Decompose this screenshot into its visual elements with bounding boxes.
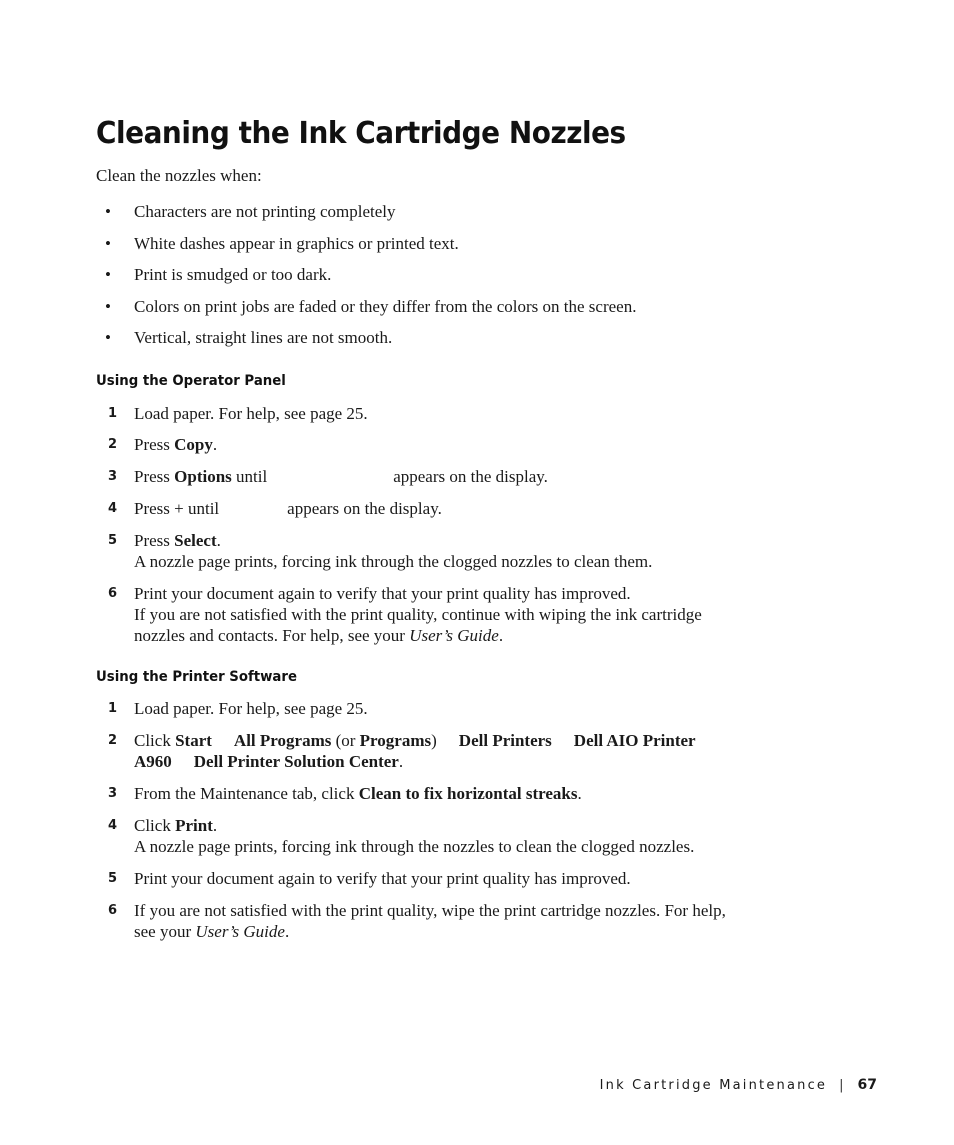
step-number: 3 [108,469,118,484]
print-label: Print [175,816,213,835]
select-label: Select [174,531,217,550]
solution-center-label: Dell Printer Solution Center [193,752,399,771]
page-footer [600,1076,877,1095]
step-item: 6 If you are not satisfied with the print quality, wipe the print cartridge nozzles. For help, see your User’s Guide. [108,901,726,941]
page-number: 67 [857,1077,877,1093]
list-item: • White dashes appear in graphics or printed text. [105,233,459,253]
copy-label: Copy [174,435,213,454]
step-item: 2 Press Copy. [108,435,218,454]
bullet-icon: • [105,202,111,221]
step-item: 4 Click Print. A nozzle page prints, forcing ink through the nozzles to clean the clogged nozzles. [108,816,695,856]
step-item: 1 Load paper. For help, see page 25. [108,699,368,718]
condition-list [96,202,776,360]
users-guide-title: User’s Guide [409,626,499,645]
step-item: 1 Load paper. For help, see page 25. [108,404,368,423]
bullet-icon: • [105,296,111,316]
step-item: 5 Print your document again to verify that your print quality has improved. [108,869,631,888]
step-number: 6 [108,903,118,918]
step-number: 5 [108,871,118,886]
start-label: Start [175,731,212,750]
list-item: • Vertical, straight lines are not smooth. [105,328,393,348]
list-item: • Print is smudged or too dark. [105,265,332,285]
printer-software-steps [96,698,776,942]
step-number: 1 [108,406,118,421]
step-number: 4 [108,818,118,833]
step-number: 4 [108,501,118,516]
bullet-icon: • [105,233,111,253]
step-number: 3 [108,786,118,801]
step-number: 2 [108,437,118,452]
step-item: 5 Press Select. A nozzle page prints, forcing ink through the clogged nozzles to clean them. [108,531,653,571]
step-number: 5 [108,533,118,548]
options-label: Options [174,467,232,486]
bullet-icon: • [105,265,111,285]
step-number: 1 [108,701,118,716]
programs-label: Programs [359,731,432,750]
dell-aio-printer-label: Dell AIO Printer [573,731,696,750]
page-title: Cleaning the Ink Cartridge Nozzles [96,116,626,151]
step-number: 2 [108,733,118,748]
users-guide-title: User’s Guide [195,922,285,941]
step-item: 3 Press Options until appears on the display. [108,467,548,486]
model-label: A960 [134,752,172,771]
footer-separator: | [839,1078,844,1093]
list-item: • Colors on print jobs are faded or they differ from the colors on the screen. [105,296,637,316]
clean-streaks-label: Clean to fix horizontal streaks [358,784,578,803]
operator-panel-steps [96,403,776,646]
footer-section-name: Ink Cartridge Maintenance [599,1078,828,1093]
printer-software-heading: Using the Printer Software [96,669,297,685]
bullet-icon: • [105,328,111,348]
step-item: 6 Print your document again to verify that your print quality has improved. If you are not satisfied with the print quality, continue with wiping the ink cartridge nozzles and contacts. For help, see your User’s Guide. [108,584,702,645]
intro-text: Clean the nozzles when: [96,166,262,185]
dell-printers-label: Dell Printers [458,731,552,750]
operator-panel-heading: Using the Operator Panel [96,373,286,389]
step-number: 6 [108,586,118,601]
all-programs-label: All Programs [233,731,332,750]
step-item: 4 Press + until appears on the display. [108,499,442,518]
list-item: • Characters are not printing completely [105,202,396,221]
step-item: 2 Click Start All Programs (or Programs) Dell Printers Dell AIO Printer A960 Dell Printer Solution Center. [108,731,696,771]
step-item: 3 From the Maintenance tab, click Clean to fix horizontal streaks. [108,784,582,803]
